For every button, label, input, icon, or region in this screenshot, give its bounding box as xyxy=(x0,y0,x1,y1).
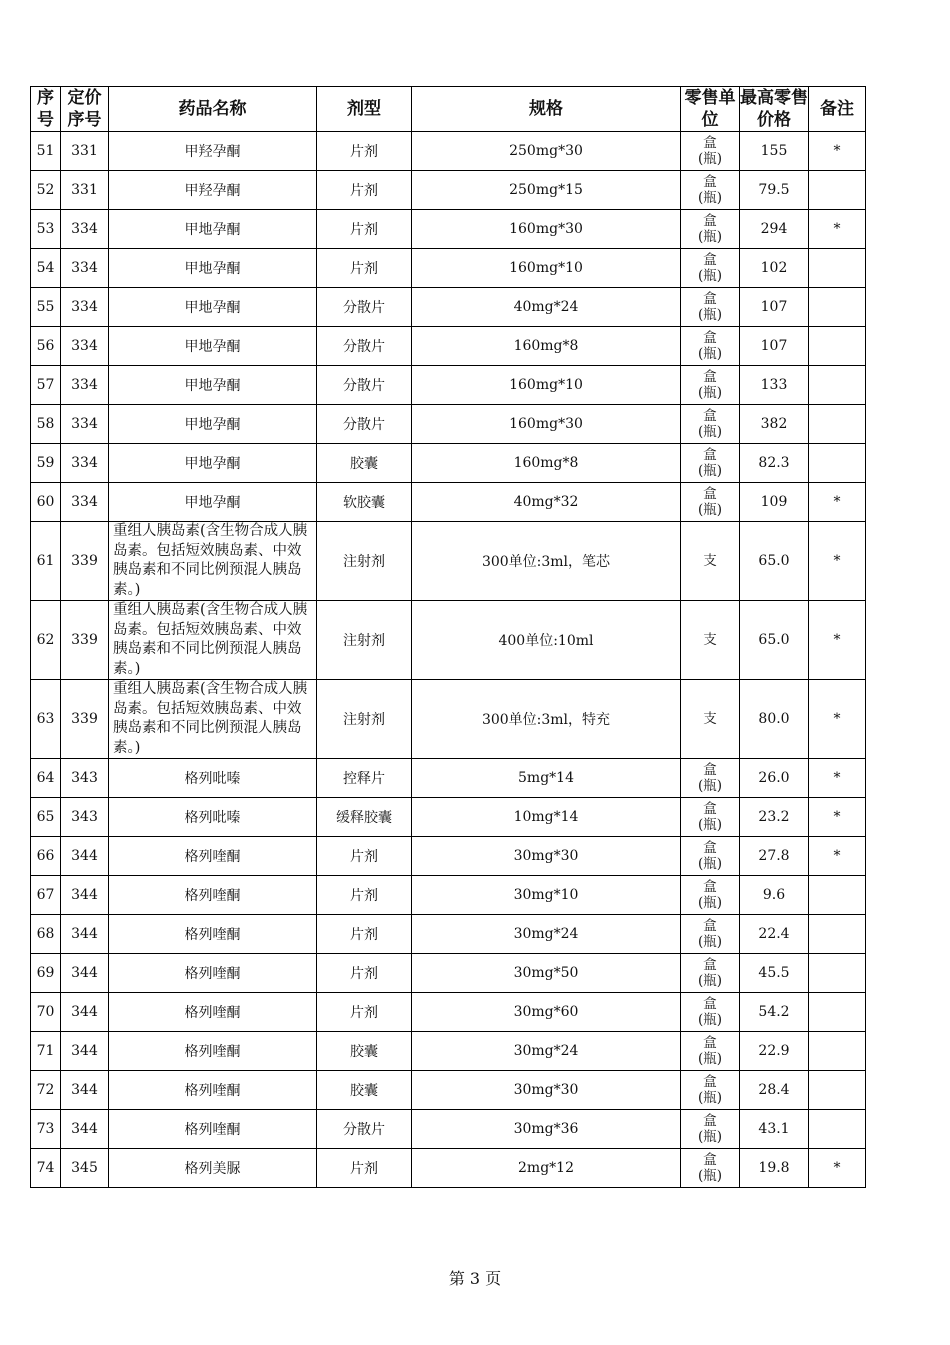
cell-drug-name: 格列喹酮 xyxy=(109,876,317,915)
cell-note: * xyxy=(809,837,866,876)
cell-price-no: 344 xyxy=(61,876,109,915)
cell-price-no: 344 xyxy=(61,1032,109,1071)
cell-price-no: 344 xyxy=(61,1071,109,1110)
cell-retail-unit: 盒 (瓶) xyxy=(681,876,740,915)
table-row xyxy=(31,444,866,483)
cell-max-price: 109 xyxy=(740,483,809,522)
cell-note: * xyxy=(809,680,866,759)
cell-retail-unit: 盒 (瓶) xyxy=(681,366,740,405)
cell-dosage-form: 缓释胶囊 xyxy=(317,798,412,837)
cell-retail-unit: 盒 (瓶) xyxy=(681,132,740,171)
cell-spec: 160mg*10 xyxy=(412,249,681,288)
cell-max-price: 22.9 xyxy=(740,1032,809,1071)
cell-max-price: 294 xyxy=(740,210,809,249)
cell-spec: 300单位:3ml，特充 xyxy=(412,680,681,759)
cell-drug-name: 重组人胰岛素(含生物合成人胰岛素。包括短效胰岛素、中效胰岛素和不同比例预混人胰岛素。) xyxy=(109,601,317,680)
header-price-no: 定价序号 xyxy=(61,87,109,132)
cell-drug-name: 格列喹酮 xyxy=(109,954,317,993)
cell-note xyxy=(809,327,866,366)
cell-drug-name: 格列吡嗪 xyxy=(109,759,317,798)
cell-note xyxy=(809,993,866,1032)
cell-seq: 59 xyxy=(31,444,61,483)
table-row xyxy=(31,837,866,876)
cell-max-price: 82.3 xyxy=(740,444,809,483)
cell-note xyxy=(809,171,866,210)
cell-retail-unit: 盒 (瓶) xyxy=(681,327,740,366)
cell-drug-name: 甲地孕酮 xyxy=(109,444,317,483)
header-retail-unit: 零售单位 xyxy=(681,87,740,132)
cell-dosage-form: 注射剂 xyxy=(317,522,412,601)
cell-price-no: 334 xyxy=(61,483,109,522)
table-row xyxy=(31,1149,866,1188)
cell-seq: 74 xyxy=(31,1149,61,1188)
cell-seq: 66 xyxy=(31,837,61,876)
cell-price-no: 339 xyxy=(61,601,109,680)
cell-retail-unit: 盒 (瓶) xyxy=(681,759,740,798)
cell-spec: 10mg*14 xyxy=(412,798,681,837)
cell-spec: 30mg*50 xyxy=(412,954,681,993)
cell-price-no: 343 xyxy=(61,759,109,798)
cell-seq: 51 xyxy=(31,132,61,171)
cell-max-price: 80.0 xyxy=(740,680,809,759)
cell-dosage-form: 控释片 xyxy=(317,759,412,798)
cell-drug-name: 甲地孕酮 xyxy=(109,366,317,405)
cell-spec: 40mg*32 xyxy=(412,483,681,522)
cell-price-no: 334 xyxy=(61,366,109,405)
cell-dosage-form: 片剂 xyxy=(317,171,412,210)
cell-max-price: 22.4 xyxy=(740,915,809,954)
cell-retail-unit: 盒 (瓶) xyxy=(681,798,740,837)
cell-retail-unit: 支 xyxy=(681,601,740,680)
cell-drug-name: 甲羟孕酮 xyxy=(109,171,317,210)
cell-retail-unit: 支 xyxy=(681,522,740,601)
cell-max-price: 54.2 xyxy=(740,993,809,1032)
cell-retail-unit: 盒 (瓶) xyxy=(681,1110,740,1149)
cell-retail-unit: 盒 (瓶) xyxy=(681,405,740,444)
table-row xyxy=(31,327,866,366)
cell-max-price: 382 xyxy=(740,405,809,444)
table-row xyxy=(31,1110,866,1149)
table-row xyxy=(31,601,866,680)
cell-spec: 2mg*12 xyxy=(412,1149,681,1188)
cell-max-price: 102 xyxy=(740,249,809,288)
cell-drug-name: 格列喹酮 xyxy=(109,1071,317,1110)
cell-retail-unit: 盒 (瓶) xyxy=(681,444,740,483)
cell-note: * xyxy=(809,759,866,798)
cell-spec: 30mg*30 xyxy=(412,837,681,876)
cell-note: * xyxy=(809,601,866,680)
cell-drug-name: 甲地孕酮 xyxy=(109,249,317,288)
table-row xyxy=(31,1032,866,1071)
cell-spec: 40mg*24 xyxy=(412,288,681,327)
header-max-price: 最高零售价格 xyxy=(740,88,808,130)
page-number: 第 3 页 xyxy=(448,1269,502,1288)
table-row xyxy=(31,483,866,522)
cell-retail-unit: 盒 (瓶) xyxy=(681,249,740,288)
header-spec: 规格 xyxy=(412,87,681,132)
cell-seq: 68 xyxy=(31,915,61,954)
drug-price-table xyxy=(30,86,866,1188)
cell-note xyxy=(809,405,866,444)
cell-price-no: 344 xyxy=(61,993,109,1032)
cell-seq: 70 xyxy=(31,993,61,1032)
cell-seq: 73 xyxy=(31,1110,61,1149)
cell-retail-unit: 盒 (瓶) xyxy=(681,210,740,249)
cell-spec: 160mg*8 xyxy=(412,327,681,366)
cell-spec: 250mg*15 xyxy=(412,171,681,210)
cell-dosage-form: 注射剂 xyxy=(317,601,412,680)
cell-note xyxy=(809,444,866,483)
cell-max-price: 79.5 xyxy=(740,171,809,210)
cell-retail-unit: 盒 (瓶) xyxy=(681,915,740,954)
cell-price-no: 334 xyxy=(61,405,109,444)
cell-max-price: 107 xyxy=(740,288,809,327)
cell-retail-unit: 盒 (瓶) xyxy=(681,288,740,327)
cell-spec: 160mg*8 xyxy=(412,444,681,483)
cell-price-no: 344 xyxy=(61,1110,109,1149)
cell-seq: 62 xyxy=(31,601,61,680)
cell-seq: 72 xyxy=(31,1071,61,1110)
cell-dosage-form: 片剂 xyxy=(317,876,412,915)
table-row xyxy=(31,876,866,915)
cell-drug-name: 甲地孕酮 xyxy=(109,483,317,522)
cell-note xyxy=(809,915,866,954)
cell-price-no: 343 xyxy=(61,798,109,837)
cell-note xyxy=(809,1110,866,1149)
cell-seq: 60 xyxy=(31,483,61,522)
table-row xyxy=(31,680,866,759)
cell-dosage-form: 注射剂 xyxy=(317,680,412,759)
cell-drug-name: 重组人胰岛素(含生物合成人胰岛素。包括短效胰岛素、中效胰岛素和不同比例预混人胰岛素。) xyxy=(109,522,317,601)
cell-seq: 53 xyxy=(31,210,61,249)
cell-note: * xyxy=(809,522,866,601)
cell-spec: 30mg*36 xyxy=(412,1110,681,1149)
cell-spec: 30mg*30 xyxy=(412,1071,681,1110)
cell-note: * xyxy=(809,132,866,171)
cell-dosage-form: 片剂 xyxy=(317,1149,412,1188)
cell-drug-name: 甲地孕酮 xyxy=(109,405,317,444)
cell-price-no: 334 xyxy=(61,210,109,249)
header-dosage-form: 剂型 xyxy=(317,87,412,132)
cell-price-no: 339 xyxy=(61,522,109,601)
cell-drug-name: 甲地孕酮 xyxy=(109,288,317,327)
table-row xyxy=(31,171,866,210)
cell-max-price: 23.2 xyxy=(740,798,809,837)
cell-dosage-form: 片剂 xyxy=(317,837,412,876)
cell-spec: 30mg*24 xyxy=(412,1032,681,1071)
header-seq: 序号 xyxy=(31,87,61,132)
table-row xyxy=(31,1071,866,1110)
table-row xyxy=(31,798,866,837)
cell-drug-name: 格列喹酮 xyxy=(109,1032,317,1071)
cell-seq: 61 xyxy=(31,522,61,601)
cell-retail-unit: 盒 (瓶) xyxy=(681,993,740,1032)
cell-spec: 160mg*30 xyxy=(412,405,681,444)
cell-note xyxy=(809,366,866,405)
table-row xyxy=(31,249,866,288)
cell-seq: 71 xyxy=(31,1032,61,1071)
cell-max-price: 28.4 xyxy=(740,1071,809,1110)
cell-drug-name: 格列喹酮 xyxy=(109,837,317,876)
cell-max-price: 65.0 xyxy=(740,522,809,601)
cell-price-no: 344 xyxy=(61,954,109,993)
cell-dosage-form: 分散片 xyxy=(317,366,412,405)
cell-note xyxy=(809,288,866,327)
cell-seq: 56 xyxy=(31,327,61,366)
cell-note xyxy=(809,954,866,993)
cell-retail-unit: 盒 (瓶) xyxy=(681,483,740,522)
cell-dosage-form: 片剂 xyxy=(317,132,412,171)
cell-spec: 160mg*30 xyxy=(412,210,681,249)
cell-dosage-form: 片剂 xyxy=(317,210,412,249)
cell-max-price: 9.6 xyxy=(740,876,809,915)
cell-spec: 160mg*10 xyxy=(412,366,681,405)
cell-spec: 250mg*30 xyxy=(412,132,681,171)
header-drug-name: 药品名称 xyxy=(109,87,317,132)
cell-seq: 54 xyxy=(31,249,61,288)
cell-dosage-form: 分散片 xyxy=(317,405,412,444)
header-note: 备注 xyxy=(809,87,866,132)
cell-seq: 55 xyxy=(31,288,61,327)
cell-dosage-form: 胶囊 xyxy=(317,444,412,483)
cell-price-no: 331 xyxy=(61,171,109,210)
cell-spec: 400单位:10ml xyxy=(412,601,681,680)
cell-price-no: 334 xyxy=(61,327,109,366)
header-row xyxy=(31,87,866,132)
cell-price-no: 339 xyxy=(61,680,109,759)
cell-dosage-form: 分散片 xyxy=(317,327,412,366)
cell-retail-unit: 盒 (瓶) xyxy=(681,954,740,993)
cell-dosage-form: 片剂 xyxy=(317,249,412,288)
cell-drug-name: 重组人胰岛素(含生物合成人胰岛素。包括短效胰岛素、中效胰岛素和不同比例预混人胰岛素。) xyxy=(109,680,317,759)
cell-price-no: 345 xyxy=(61,1149,109,1188)
cell-drug-name: 甲地孕酮 xyxy=(109,210,317,249)
table-row xyxy=(31,210,866,249)
cell-retail-unit: 盒 (瓶) xyxy=(681,837,740,876)
cell-dosage-form: 片剂 xyxy=(317,915,412,954)
table-row xyxy=(31,522,866,601)
cell-max-price: 155 xyxy=(740,132,809,171)
cell-max-price: 107 xyxy=(740,327,809,366)
cell-max-price: 27.8 xyxy=(740,837,809,876)
cell-price-no: 344 xyxy=(61,837,109,876)
cell-seq: 64 xyxy=(31,759,61,798)
cell-drug-name: 甲羟孕酮 xyxy=(109,132,317,171)
cell-drug-name: 格列喹酮 xyxy=(109,993,317,1032)
cell-spec: 30mg*60 xyxy=(412,993,681,1032)
cell-seq: 57 xyxy=(31,366,61,405)
cell-spec: 30mg*10 xyxy=(412,876,681,915)
cell-dosage-form: 分散片 xyxy=(317,1110,412,1149)
cell-note xyxy=(809,249,866,288)
cell-max-price: 133 xyxy=(740,366,809,405)
cell-price-no: 331 xyxy=(61,132,109,171)
cell-price-no: 334 xyxy=(61,249,109,288)
cell-note: * xyxy=(809,210,866,249)
cell-dosage-form: 片剂 xyxy=(317,993,412,1032)
cell-note xyxy=(809,1032,866,1071)
cell-note: * xyxy=(809,798,866,837)
cell-retail-unit: 支 xyxy=(681,680,740,759)
cell-retail-unit: 盒 (瓶) xyxy=(681,1149,740,1188)
cell-drug-name: 格列喹酮 xyxy=(109,915,317,954)
cell-drug-name: 格列吡嗪 xyxy=(109,798,317,837)
cell-drug-name: 甲地孕酮 xyxy=(109,327,317,366)
table-row xyxy=(31,993,866,1032)
cell-price-no: 334 xyxy=(61,288,109,327)
cell-seq: 65 xyxy=(31,798,61,837)
cell-dosage-form: 片剂 xyxy=(317,954,412,993)
cell-spec: 5mg*14 xyxy=(412,759,681,798)
table-row xyxy=(31,759,866,798)
table-row xyxy=(31,132,866,171)
cell-retail-unit: 盒 (瓶) xyxy=(681,1032,740,1071)
table-row xyxy=(31,288,866,327)
cell-seq: 69 xyxy=(31,954,61,993)
cell-dosage-form: 软胶囊 xyxy=(317,483,412,522)
cell-note: * xyxy=(809,483,866,522)
cell-max-price: 19.8 xyxy=(740,1149,809,1188)
cell-max-price: 26.0 xyxy=(740,759,809,798)
cell-max-price: 45.5 xyxy=(740,954,809,993)
table-row xyxy=(31,405,866,444)
cell-retail-unit: 盒 (瓶) xyxy=(681,1071,740,1110)
cell-seq: 58 xyxy=(31,405,61,444)
cell-dosage-form: 胶囊 xyxy=(317,1032,412,1071)
cell-max-price: 65.0 xyxy=(740,601,809,680)
cell-note xyxy=(809,876,866,915)
table-row xyxy=(31,366,866,405)
cell-seq: 52 xyxy=(31,171,61,210)
cell-seq: 63 xyxy=(31,680,61,759)
cell-price-no: 344 xyxy=(61,915,109,954)
cell-dosage-form: 胶囊 xyxy=(317,1071,412,1110)
table-row xyxy=(31,954,866,993)
cell-drug-name: 格列美脲 xyxy=(109,1149,317,1188)
cell-note xyxy=(809,1071,866,1110)
cell-spec: 300单位:3ml，笔芯 xyxy=(412,522,681,601)
cell-seq: 67 xyxy=(31,876,61,915)
cell-price-no: 334 xyxy=(61,444,109,483)
cell-spec: 30mg*24 xyxy=(412,915,681,954)
table-row xyxy=(31,915,866,954)
cell-note: * xyxy=(809,1149,866,1188)
cell-dosage-form: 分散片 xyxy=(317,288,412,327)
cell-retail-unit: 盒 (瓶) xyxy=(681,171,740,210)
cell-drug-name: 格列喹酮 xyxy=(109,1110,317,1149)
cell-max-price: 43.1 xyxy=(740,1110,809,1149)
